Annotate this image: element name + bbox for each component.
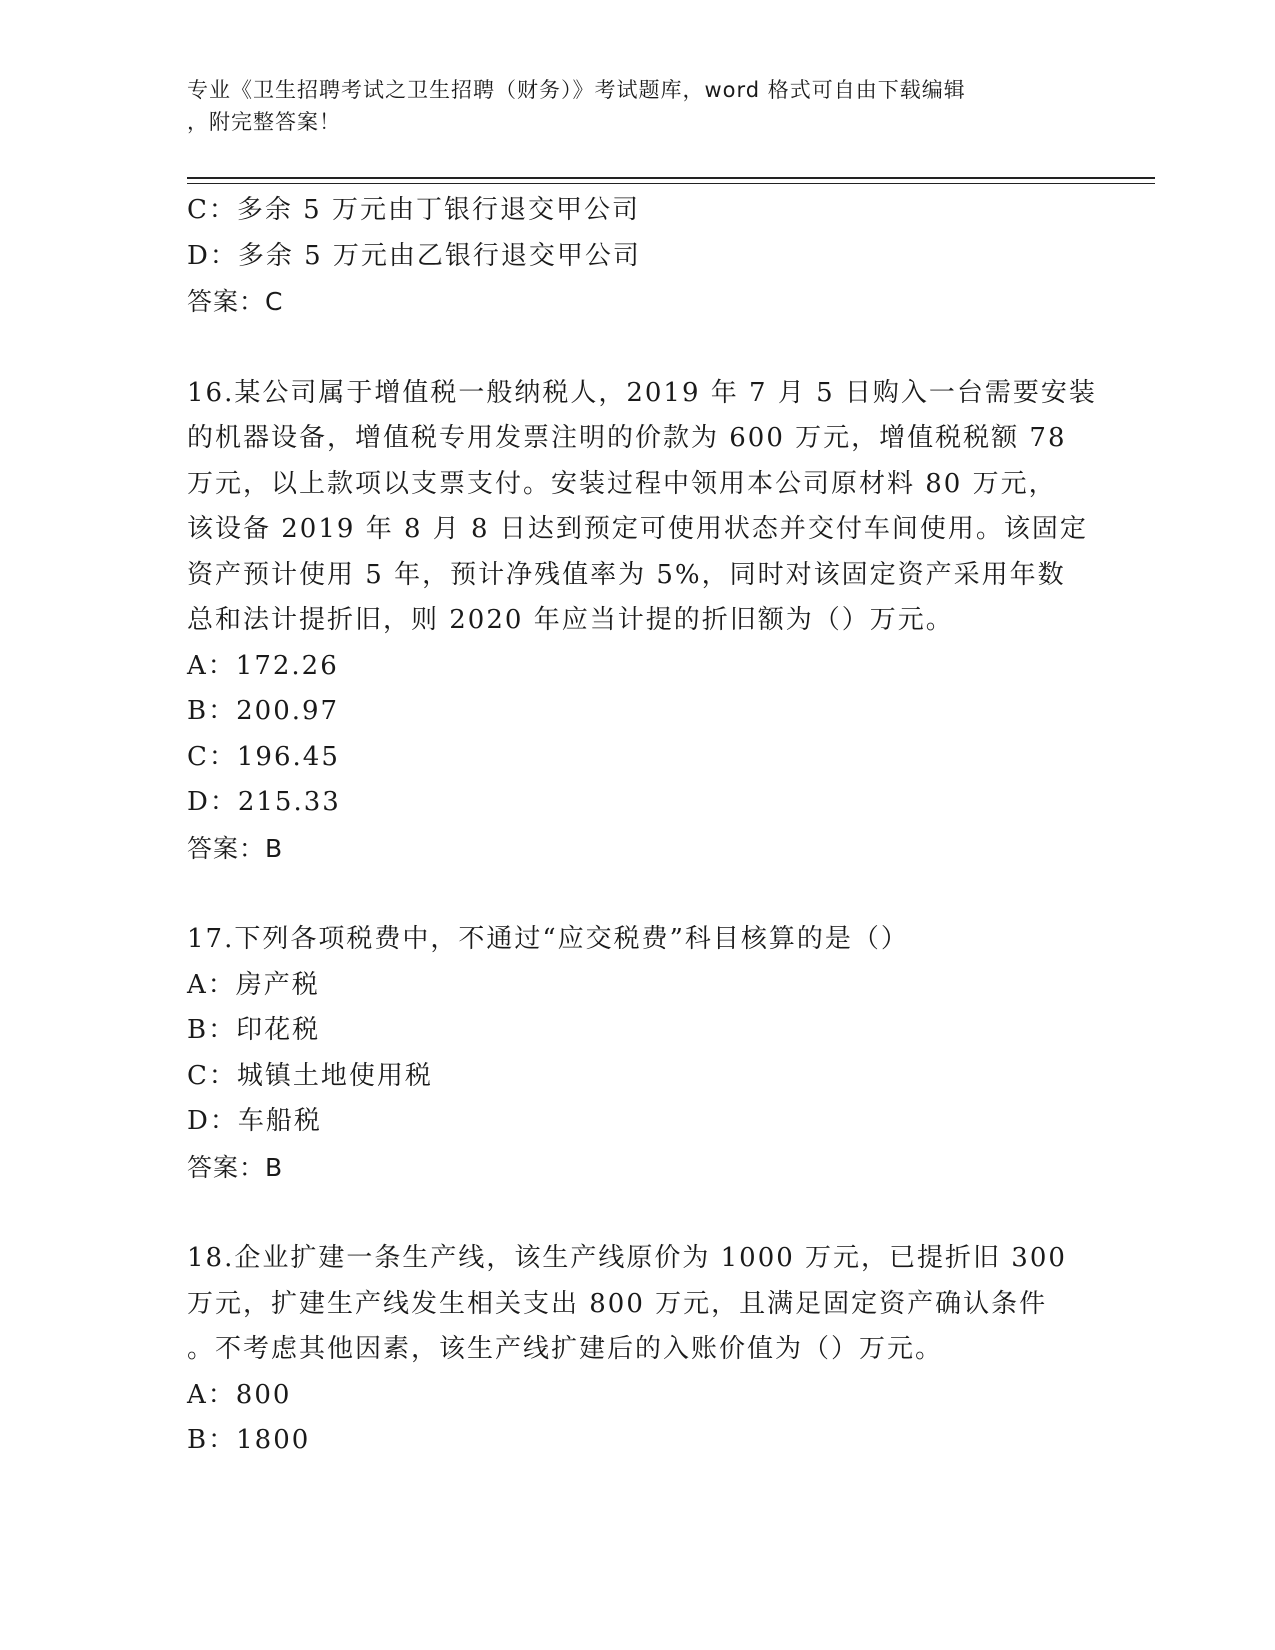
question-17-answer: 答案：B <box>187 1152 284 1182</box>
question-17-option-a: A：房产税 <box>187 969 320 1000</box>
question-16-line: 资产预计使用 5 年，预计净残值率为 5%，同时对该固定资产采用年数 <box>187 559 1066 590</box>
header-line-1: 专业《卫生招聘考试之卫生招聘（财务）》考试题库，word 格式可自由下载编辑 <box>187 78 966 102</box>
prev-option-d: D：多余 5 万元由乙银行退交甲公司 <box>187 240 641 271</box>
spacer <box>187 325 1087 371</box>
question-18-text <box>187 1236 1077 1373</box>
header-rule-thick <box>187 177 1155 179</box>
question-18-option-a: A：800 <box>187 1379 292 1410</box>
question-17-option-d: D：车船税 <box>187 1106 322 1136</box>
question-16-text <box>187 371 1097 644</box>
question-16-line: 该设备 2019 年 8 月 8 日达到预定可使用状态并交付车间使用。该固定 <box>187 514 1088 544</box>
prev-option-c: C：多余 5 万元由丁银行退交甲公司 <box>187 195 640 225</box>
spacer <box>187 871 1087 917</box>
header-rule-thin <box>187 183 1155 184</box>
question-16-line: 16.某公司属于增值税一般纳税人，2019 年 7 月 5 日购入一台需要安装 <box>187 377 1097 408</box>
question-16-line: 万元，以上款项以支票支付。安装过程中领用本公司原材料 80 万元， <box>187 468 1057 499</box>
question-16-option-a: A：172.26 <box>187 650 339 681</box>
question-18-line: 。不考虑其他因素，该生产线扩建后的入账价值为（）万元。 <box>187 1334 944 1364</box>
question-17-option-c: C：城镇土地使用税 <box>187 1060 433 1091</box>
question-16-option-b: B：200.97 <box>187 696 340 726</box>
question-16-line: 的机器设备，增值税专用发票注明的价款为 600 万元，增值税税额 78 <box>187 423 1067 453</box>
question-16-answer: 答案：B <box>187 833 284 863</box>
question-17-option-b: B：印花税 <box>187 1015 321 1045</box>
question-17-text: 17.下列各项税费中，不通过“应交税费”科目核算的是（） <box>187 924 909 954</box>
header-line-2: ，附完整答案！ <box>187 110 341 134</box>
question-16-option-c: C：196.45 <box>187 741 340 772</box>
question-18-option-b: B：1800 <box>187 1425 311 1455</box>
question-16-option-d: D：215.33 <box>187 787 341 817</box>
question-18-line: 万元，扩建生产线发生相关支出 800 万元，且满足固定资产确认条件 <box>187 1288 1048 1319</box>
question-content <box>187 188 1097 1464</box>
question-16-line: 总和法计提折旧，则 2020 年应当计提的折旧额为（）万元。 <box>187 605 954 635</box>
spacer <box>187 1190 1087 1236</box>
document-header <box>187 74 1067 138</box>
question-18-line: 18.企业扩建一条生产线，该生产线原价为 1000 万元，已提折旧 300 <box>187 1243 1067 1273</box>
prev-answer: 答案：C <box>187 287 284 316</box>
